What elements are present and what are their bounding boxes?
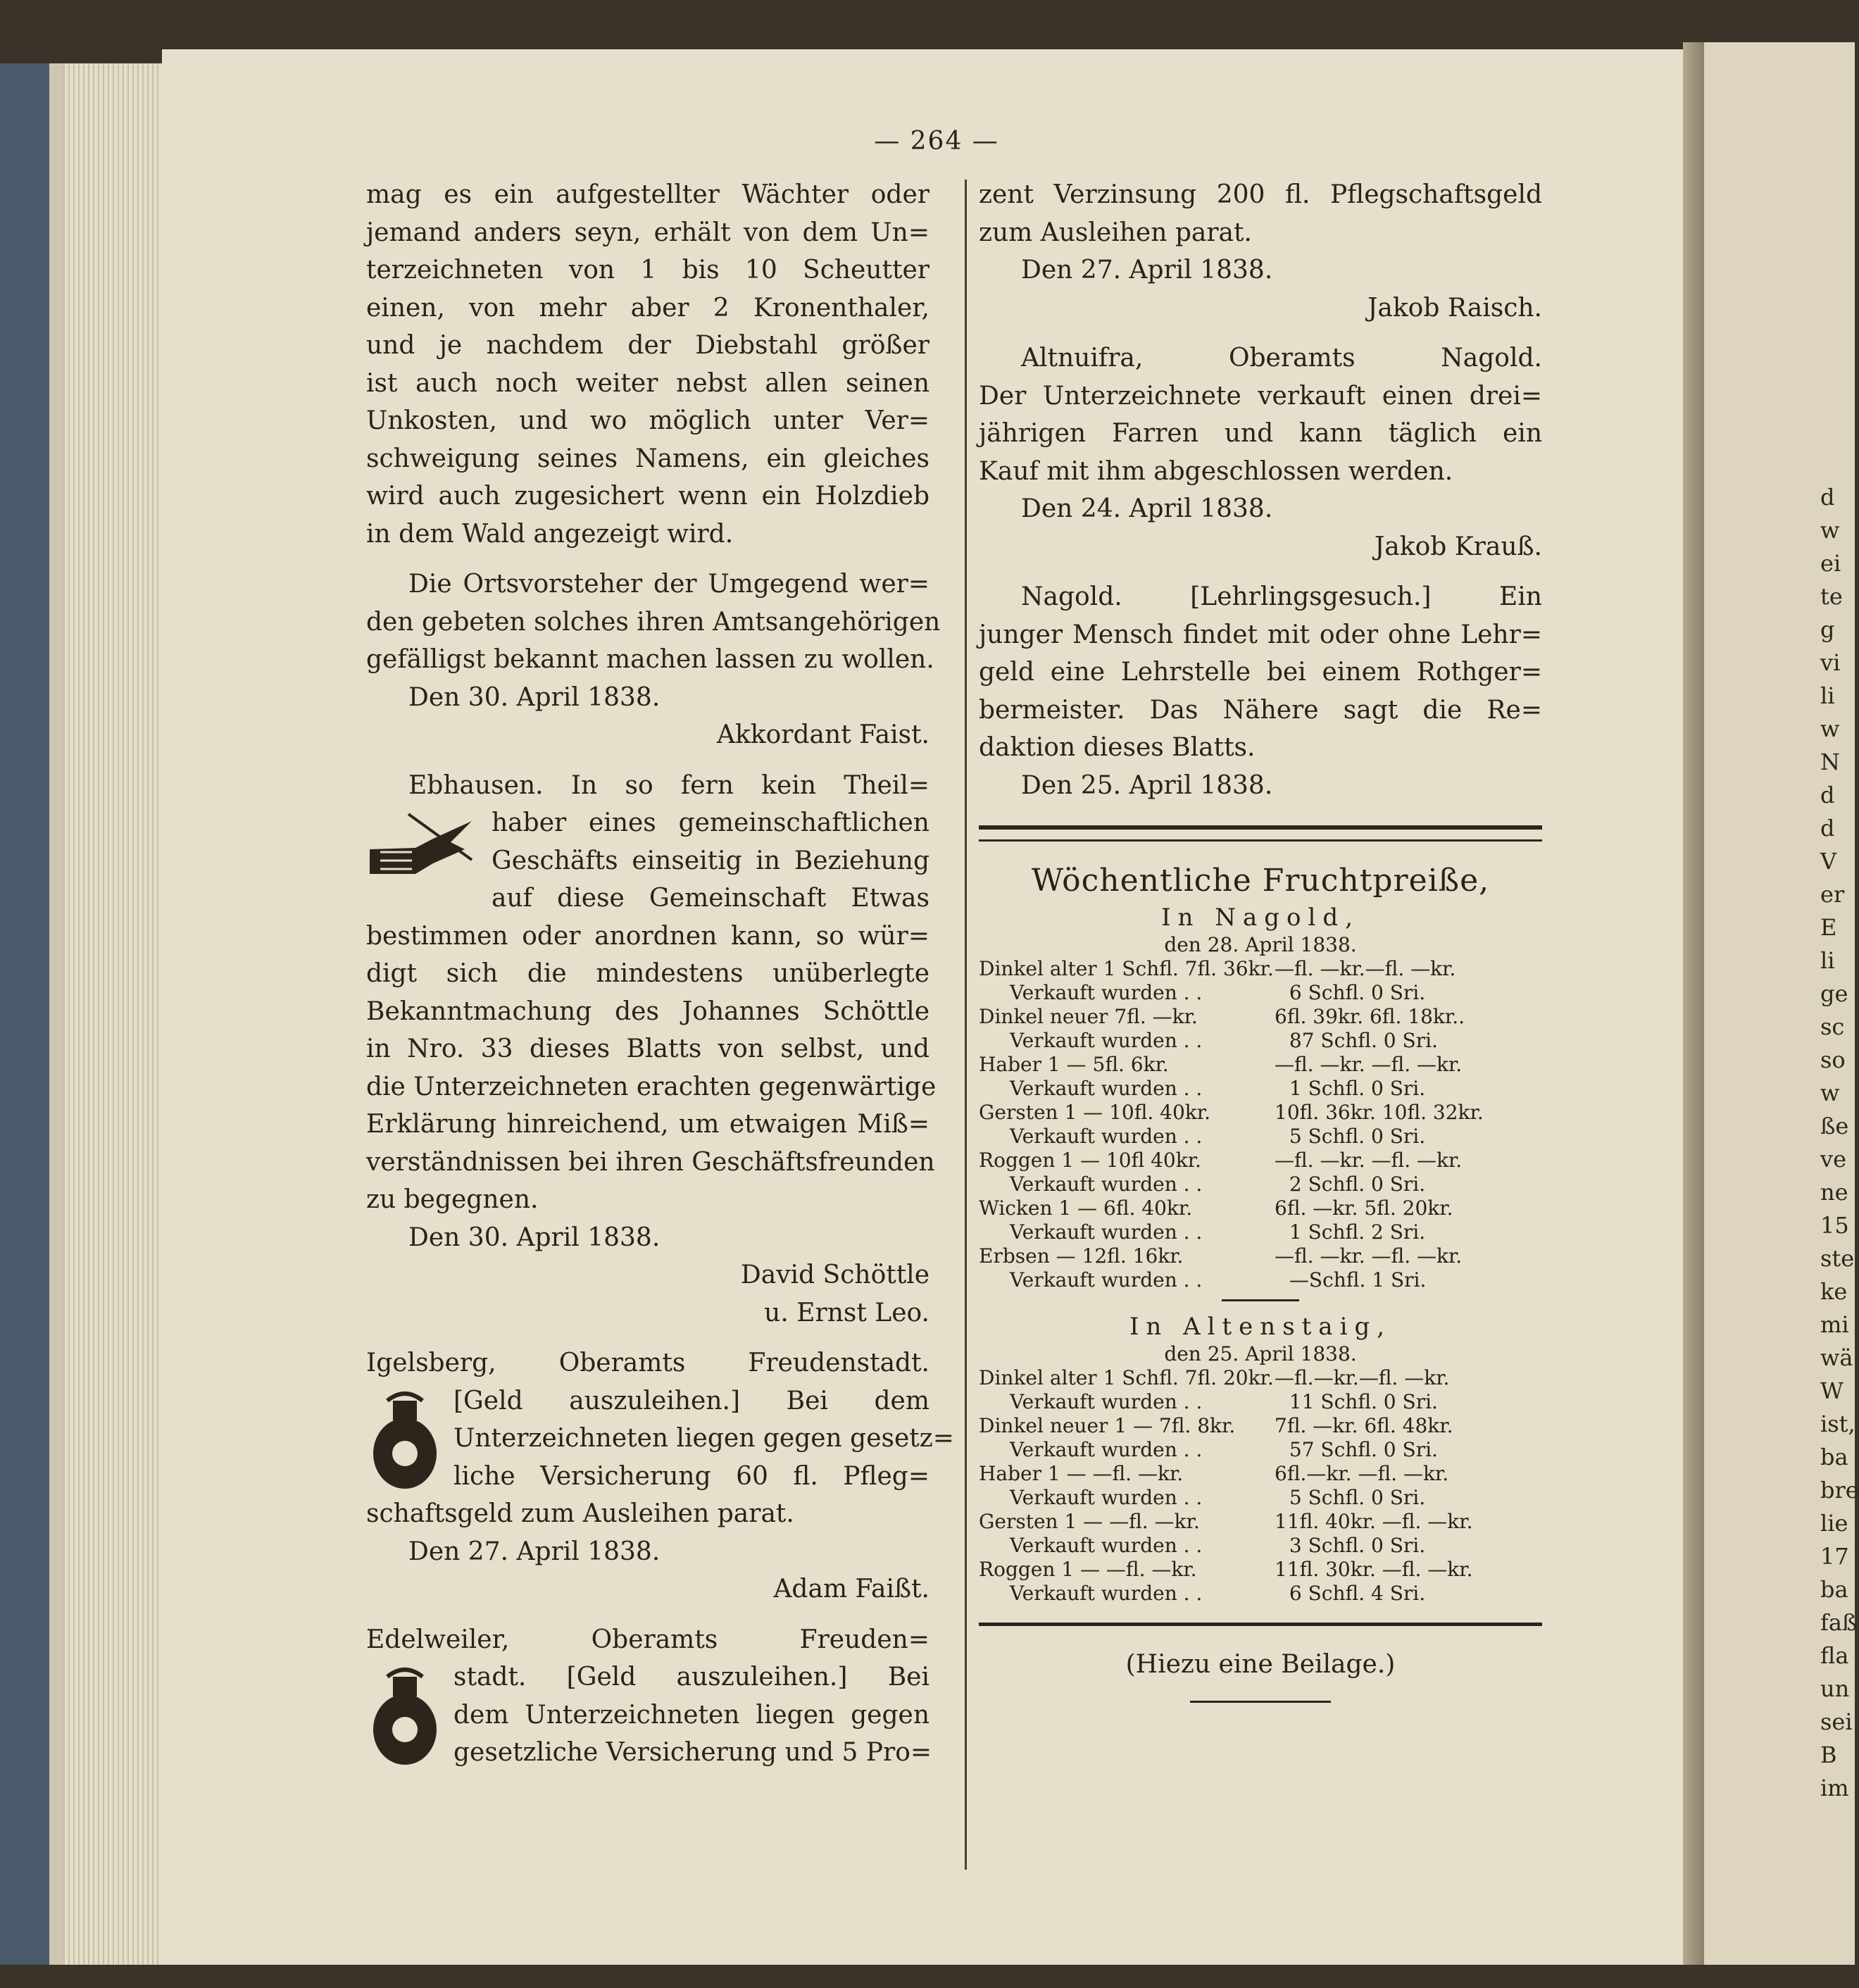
price-value: 2 Schfl. 0 Sri. [1289,1173,1426,1196]
price-label: Verkauft wurden . . [1010,981,1203,1004]
price-label: Dinkel neuer 1 — 7fl. 8kr. [979,1414,1236,1437]
ebhausen-notice [366,767,937,1332]
request-paragraph [366,565,941,679]
next-page-fragment: ist, [1820,1411,1855,1437]
text-line: jemand anders seyn, erhält von dem Un= [366,218,930,247]
text-line: den gebeten solches ihren Amtsangehörigen [366,607,941,637]
price-row [979,1366,1542,1390]
section-rule [979,1623,1542,1626]
notice-date: Den 24. April 1838. [1021,494,1273,523]
next-page-fragment: li [1820,682,1835,709]
end-rule [1190,1701,1331,1703]
price-label: Verkauft wurden . . [1010,1173,1203,1196]
notice-date: Den 25. April 1838. [1021,770,1273,800]
price-label: Roggen 1 — —fl. —kr. [979,1558,1197,1581]
next-page-fragment: d [1820,484,1835,511]
price-value: 11 Schfl. 0 Sri. [1289,1390,1438,1413]
next-page-fragment: d [1820,815,1835,842]
text-line: die Unterzeichneten erachten gegenwärtige [366,1072,937,1101]
price-row [979,1173,1542,1196]
price-row [979,1558,1542,1582]
price-label: Erbsen — 12fl. 16kr. [979,1244,1184,1268]
next-page-fragment: so [1820,1046,1846,1073]
text-line: gefälligst bekannt machen lassen zu wollen. [366,645,934,674]
market-divider [1222,1299,1299,1301]
price-row [979,1196,1542,1220]
price-label: Verkauft wurden . . [1010,1534,1203,1557]
text-line: bestimmen oder anordnen kann, so wür= [366,921,930,951]
column-divider [965,180,967,1870]
price-label: Verkauft wurden . . [1010,1220,1203,1244]
price-row [979,1582,1542,1606]
text-line: in Nro. 33 dieses Blatts von selbst, und [366,1034,930,1063]
text-line: dem Unterzeichneten liegen gegen [453,1700,930,1730]
price-label: Verkauft wurden . . [1010,1390,1203,1413]
text-line: haber eines gemeinschaftlichen [492,808,930,837]
price-value: 5 Schfl. 0 Sri. [1289,1486,1426,1509]
price-value: 57 Schfl. 0 Sri. [1289,1438,1438,1461]
price-value: 6 Schfl. 0 Sri. [1289,981,1426,1004]
market-place: In Nagold, [1161,904,1360,932]
price-label: Wicken 1 — 6fl. 40kr. [979,1196,1193,1220]
next-page-fragment: ne [1820,1179,1848,1206]
notice-heading: Nagold. [Lehrlingsgesuch.] Ein [1021,582,1542,611]
text-line: verständnissen bei ihren Geschäftsfreunden [366,1147,935,1177]
section-rule [979,825,1542,842]
reward-notice [366,176,930,553]
price-label: Dinkel alter 1 Schfl. 7fl. 36kr. [979,957,1274,980]
page-number: — 264 — [874,127,999,156]
text-line: und je nachdem der Diebstahl größer [366,331,930,360]
next-page-fragment: sei [1820,1708,1853,1735]
text-line: bermeister. Das Nähere sagt die Re= [979,695,1542,725]
notice-signature: Jakob Raisch. [1367,293,1542,323]
next-page-fragment: bre [1820,1477,1859,1503]
price-value: 6fl. 39kr. 6fl. 18kr.. [1275,1005,1465,1028]
text-line: liche Versicherung 60 fl. Pfleg= [453,1461,930,1491]
text-line: digt sich die mindestens unüberlegte [366,959,930,988]
prices-title: Wöchentliche Fruchtpreiße, [1031,863,1490,899]
price-value: —Schfl. 1 Sri. [1289,1268,1427,1292]
next-page-fragment: li [1820,947,1835,974]
market-altenstaig [979,1311,1542,1606]
notice-signature: Adam Faißt. [773,1575,930,1603]
next-page-fragment: ba [1820,1576,1848,1603]
price-row [979,1438,1542,1462]
next-page-fragment: ste [1820,1245,1855,1272]
price-label: Gersten 1 — —fl. —kr. [979,1510,1200,1533]
text-line: Erklärung hinreichend, um etwaigen Miß= [366,1110,930,1139]
next-page-fragment: ve [1820,1146,1847,1173]
market-date: den 25. April 1838. [1164,1342,1357,1365]
text-line: Der Unterzeichnete verkauft einen drei= [979,381,1542,411]
altnuifra-notice [979,339,1542,565]
text-line: auf diese Gemeinschaft Etwas [492,884,930,913]
price-label: Haber 1 — 5fl. 6kr. [979,1053,1169,1076]
next-page-fragment: d [1820,782,1835,808]
next-page-fragment: w [1820,1080,1840,1106]
price-row [979,1101,1542,1125]
text-line: terzeichneten von 1 bis 10 Scheutter [366,256,930,285]
next-page-fragment: vi [1820,649,1841,676]
next-page-fragment: B [1820,1742,1837,1768]
text-line: zum Ausleihen parat. [979,218,1252,247]
next-page-fragment: im [1820,1775,1849,1801]
next-page-fragment: er [1820,881,1845,908]
next-page-fragment: te [1820,583,1843,610]
price-label: Verkauft wurden . . [1010,1582,1203,1605]
next-page-fragment: ße [1820,1113,1849,1139]
supplement-note: (Hiezu eine Beilage.) [1125,1650,1396,1679]
price-value: 5 Schfl. 0 Sri. [1289,1125,1426,1148]
price-row [979,1390,1542,1414]
next-page-fragment: w [1820,715,1840,742]
price-value: —fl. —kr. —fl. —kr. [1275,1053,1463,1076]
price-row [979,1414,1542,1438]
price-value: 1 Schfl. 0 Sri. [1289,1077,1426,1100]
market-place: In Altenstaig, [1129,1313,1392,1341]
price-value: —fl. —kr. —fl. —kr. [1275,1244,1463,1268]
text-line: ist auch noch weiter nebst allen seinen [366,368,930,398]
next-page-fragment: ba [1820,1444,1848,1470]
notice-signature: Jakob Krauß. [1374,532,1542,561]
price-table [979,957,1542,1292]
money-bag-icon [366,1387,444,1492]
notice-date: Den 27. April 1838. [408,1537,661,1566]
price-row [979,1268,1542,1292]
notice-signature: Akkordant Faist. [716,720,930,749]
text-line: [Geld auszuleihen.] Bei dem [453,1386,930,1415]
next-page-fragment: V [1820,848,1837,875]
book-gutter [1683,42,1704,1965]
price-label: Verkauft wurden . . [1010,1486,1203,1509]
notice-date: Den 30. April 1838. [408,682,661,712]
price-table [979,1366,1542,1606]
price-label: Verkauft wurden . . [1010,1029,1203,1052]
next-page-fragment: w [1820,517,1840,544]
market-date: den 28. April 1838. [1164,933,1357,956]
price-row [979,1005,1542,1029]
next-page-fragment: wä [1820,1344,1853,1371]
text-line: junger Mensch findet mit oder ohne Lehr= [979,620,1542,649]
text-line: zent Verzinsung 200 fl. Pflegschaftsgeld [979,180,1542,209]
next-page-fragment: N [1820,749,1840,775]
text-line: Unkosten, und wo möglich unter Ver= [366,406,930,435]
price-row [979,981,1542,1005]
price-row [979,1462,1542,1486]
price-label: Haber 1 — —fl. —kr. [979,1462,1184,1485]
edelweiler-notice [366,1621,930,1772]
notice-heading: Altnuifra, Oberamts Nagold. [1021,344,1542,373]
price-value: 3 Schfl. 0 Sri. [1289,1534,1426,1557]
notice-heading: Ebhausen. In so fern kein Theil= [408,770,930,800]
price-label: Gersten 1 — 10fl. 40kr. [979,1101,1210,1124]
market-nagold [979,902,1542,1292]
price-value: —fl. —kr. —fl. —kr. [1275,1149,1463,1172]
notice-signature: u. Ernst Leo. [764,1298,930,1327]
text-line: einen, von mehr aber 2 Kronenthaler, [366,293,930,323]
price-row [979,957,1542,981]
price-row [979,1534,1542,1558]
next-page-fragment: sc [1820,1013,1845,1040]
text-line: jährigen Farren und kann täglich ein [979,419,1542,448]
price-label: Dinkel alter 1 Schfl. 7fl. 20kr. [979,1366,1274,1389]
next-page-fragment: mi [1820,1311,1849,1338]
price-row [979,1029,1542,1053]
text-line: schaftsgeld zum Ausleihen parat. [366,1499,794,1528]
price-row [979,1053,1542,1077]
price-label: Verkauft wurden . . [1010,1438,1203,1461]
text-line: Bekanntmachung des Johannes Schöttle [366,996,930,1026]
price-value: 11fl. 30kr. —fl. —kr. [1275,1558,1473,1581]
next-page-fragment: 17 [1820,1543,1849,1570]
price-label: Roggen 1 — 10fl 40kr. [979,1149,1201,1172]
next-page-fragment: 15 [1820,1212,1849,1239]
price-row [979,1125,1542,1149]
next-page-fragment: ke [1820,1278,1848,1305]
notice-date: Den 30. April 1838. [408,1223,661,1252]
price-value: 6 Schfl. 4 Sri. [1289,1582,1426,1605]
price-value: 6fl. —kr. 5fl. 20kr. [1275,1196,1453,1220]
price-label: Dinkel neuer 7fl. —kr. [979,1005,1198,1028]
text-line: in dem Wald angezeigt wird. [366,519,734,549]
price-row [979,1220,1542,1244]
price-row [979,1510,1542,1534]
price-value: 10fl. 36kr. 10fl. 32kr. [1275,1101,1484,1124]
price-value: 11fl. 40kr. —fl. —kr. [1275,1510,1473,1533]
price-value: 87 Schfl. 0 Sri. [1289,1029,1438,1052]
text-line: Kauf mit ihm abgeschlossen werden. [979,456,1453,486]
next-page-fragment: E [1820,914,1837,941]
next-page-fragment: faß [1820,1609,1858,1636]
text-line: zu begegnen. [366,1185,539,1214]
price-label: Verkauft wurden . . [1010,1125,1203,1148]
nagold-notice [979,578,1542,804]
next-page-fragment: un [1820,1675,1850,1702]
igelsberg-notice [366,1344,954,1608]
price-value: —fl. —kr.—fl. —kr. [1275,957,1456,980]
next-page-fragment: fla [1820,1642,1849,1669]
left-column [366,176,954,1772]
next-page-fragment: ge [1820,980,1848,1007]
price-value: —fl.—kr.—fl. —kr. [1275,1366,1450,1389]
text-line: schweigung seines Namens, ein gleiches [366,444,930,473]
text-line: Unterzeichneten liegen gegen gesetz= [453,1424,954,1453]
text-line: geld eine Lehrstelle bei einem Rothger= [979,658,1542,687]
price-row [979,1486,1542,1510]
pointing-hand-icon [366,807,479,884]
text-line: daktion dieses Blatts. [979,733,1256,762]
notice-heading: Edelweiler, Oberamts Freuden= [366,1625,930,1654]
text-line: mag es ein aufgestellter Wächter oder [366,180,930,209]
price-label: Verkauft wurden . . [1010,1268,1203,1292]
next-page-fragment: lie [1820,1510,1848,1537]
book-page-edges [0,63,162,1965]
price-row [979,1244,1542,1268]
text-line: Die Ortsvorsteher der Umgegend wer= [408,570,930,599]
money-bag-icon [366,1663,444,1768]
price-value: 6fl.—kr. —fl. —kr. [1275,1462,1449,1485]
notice-date: Den 27. April 1838. [1021,256,1273,285]
notice-signature: David Schöttle [740,1261,930,1289]
price-row [979,1149,1542,1173]
text-line: wird auch zugesichert wenn ein Holzdieb [366,482,930,511]
next-page-fragment: W [1820,1377,1844,1404]
price-row [979,1077,1542,1101]
price-label: Verkauft wurden . . [1010,1077,1203,1100]
text-line: Geschäfts einseitig in Beziehung [492,846,930,875]
next-page-fragment: ei [1820,550,1841,577]
text-line: gesetzliche Versicherung und 5 Pro= [453,1738,932,1767]
next-page-fragment: g [1820,616,1835,643]
right-column [979,176,1542,1703]
notice-heading: Igelsberg, Oberamts Freudenstadt. [366,1349,930,1377]
text-line: stadt. [Geld auszuleihen.] Bei [453,1663,930,1692]
price-value: 7fl. —kr. 6fl. 48kr. [1275,1414,1453,1437]
price-value: 1 Schfl. 2 Sri. [1289,1220,1426,1244]
